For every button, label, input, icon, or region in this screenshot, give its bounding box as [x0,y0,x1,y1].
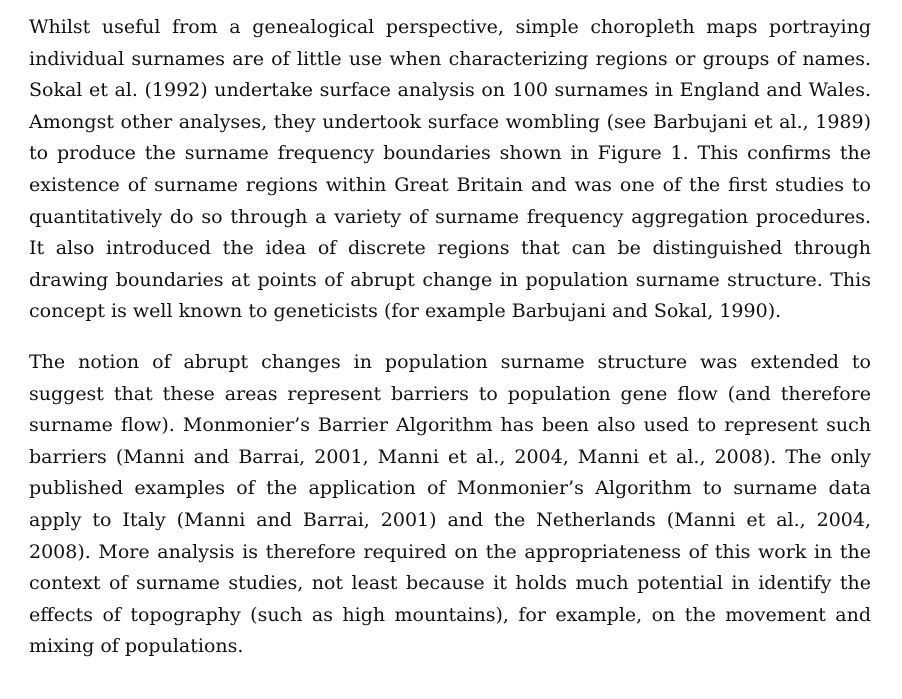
paragraph-1: Whilst useful from a genealogical perspective, simple choropleth maps portraying individual surnames are of little use when characterizing regions or groups of names. Sokal et al. (1992) undertake surface analysis on 100 surnames in England and Wales. Amongst other analyses, they undertook surface wombling (see Barbujani et al., 1989) to produce the surname frequency boundaries shown in Figure 1. This confirms the existence of surname regions within Great Britain and was one of the first studies to quantitatively do so through a variety of surname frequency aggregation procedures. It also introduced the idea of discrete regions that can be distinguished through drawing boundaries at points of abrupt change in population surname structure. This concept is well known to geneticists (for example Barbujani and Sokal, 1990). [29,16,871,323]
paragraph-2: The notion of abrupt changes in population surname structure was extended to suggest that these areas represent barriers to population gene flow (and therefore surname flow). Monmonier’s Barrier Algorithm has been also used to represent such barriers (Manni and Barrai, 2001, Manni et al., 2004, Manni et al., 2008). The only published examples of the application of Monmonier’s Algorithm to surname data apply to Italy (Manni and Barrai, 2001) and the Netherlands (Manni et al., 2004, 2008). More analysis is therefore required on the appropriateness of this work in the context of surname studies, not least because it holds much potential in identify the effects of topography (such as high mountains), for example, on the movement and mixing of populations. [29,350,871,658]
document-body [29,12,871,663]
